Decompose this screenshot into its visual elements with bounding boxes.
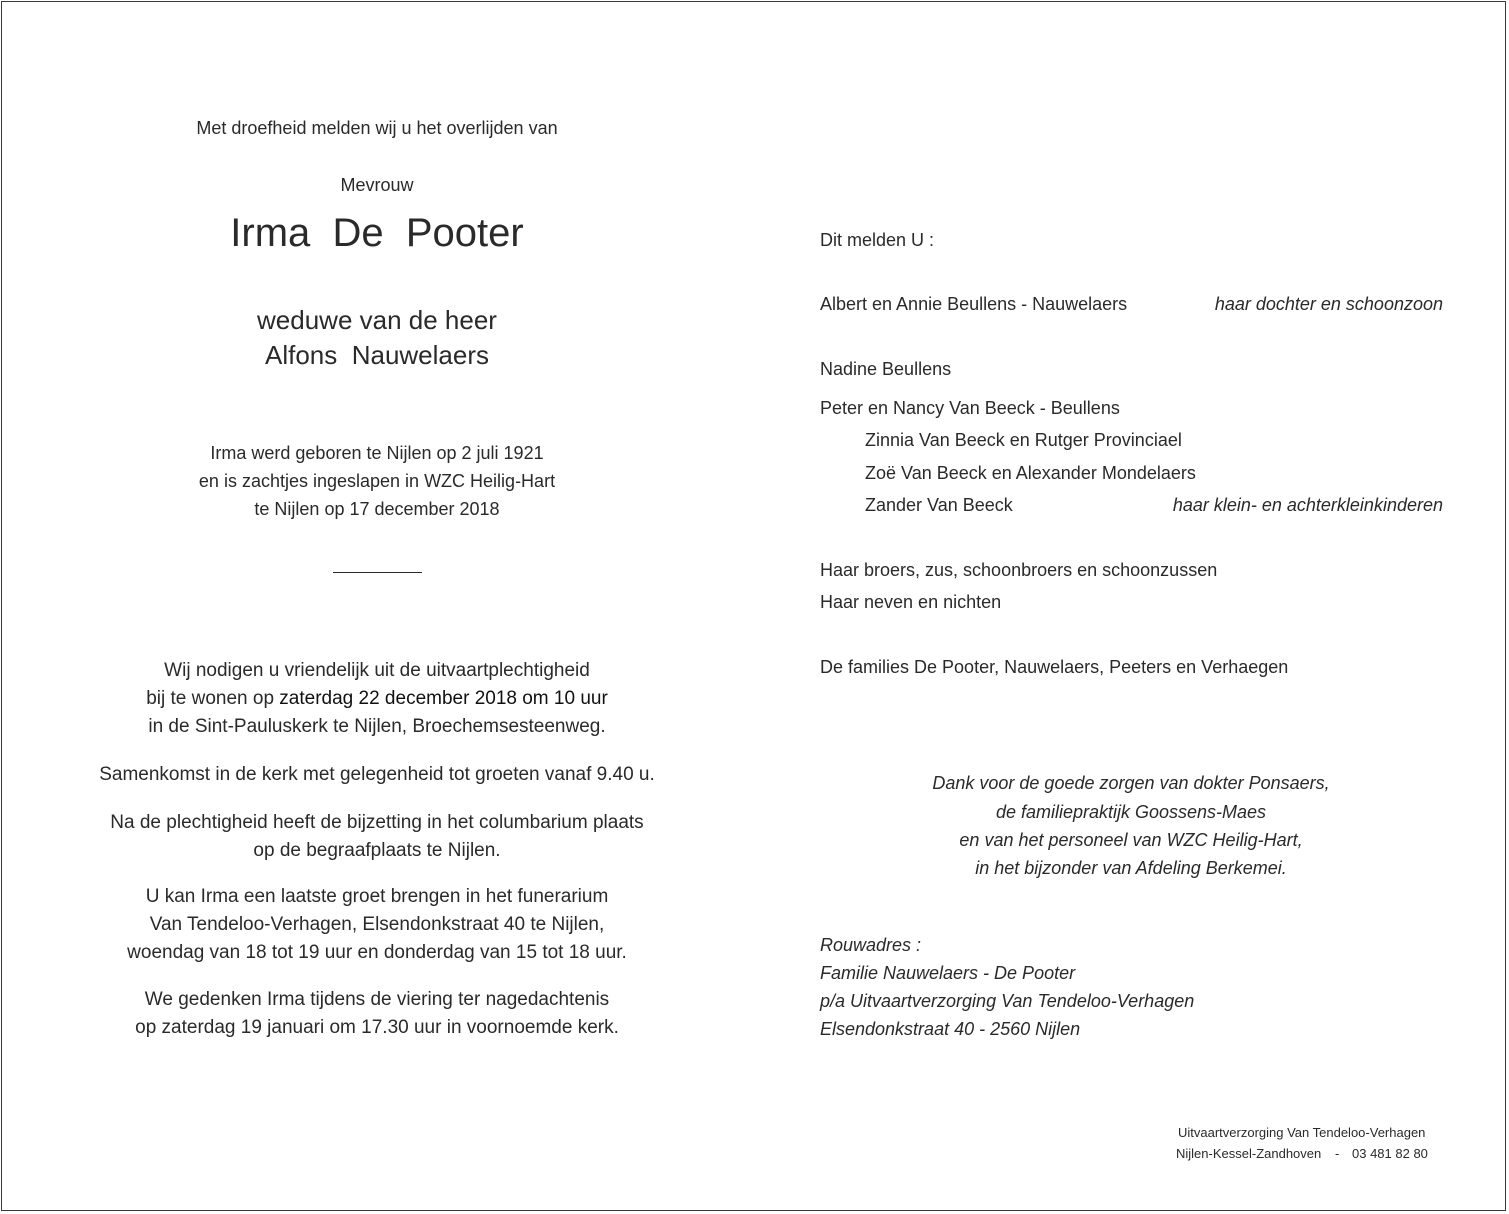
ceremony-date: zaterdag 22 december 2018 om 10 uur xyxy=(279,688,608,709)
thanks-line-2: de familiepraktijk Goossens-Maes xyxy=(995,802,1267,822)
address-line-2: p/a Uitvaartverzorging Van Tendeloo-Verhagen xyxy=(820,991,1195,1011)
visit-line-2: Van Tendeloo-Verhagen, Elsendonkstraat 40 te Nijlen, xyxy=(149,914,605,935)
divider xyxy=(333,572,422,573)
footer-locations: Nijlen-Kessel-Zandhoven xyxy=(1176,1146,1322,1161)
widow-line-2: Alfons Nauwelaers xyxy=(265,340,489,370)
invite-line-2 xyxy=(60,688,694,710)
widow-line-1: weduwe van de heer xyxy=(257,305,497,335)
thanks-line-3: en van het personeel van WZC Heilig-Hart, xyxy=(959,830,1303,850)
great-grandchild-3: Zander Van Beeck xyxy=(865,495,1013,515)
invite-line-3: in de Sint-Pauluskerk te Nijlen, Broechemsesteenweg. xyxy=(148,716,606,737)
address-line-1: Familie Nauwelaers - De Pooter xyxy=(820,963,1076,983)
footer-separator: - xyxy=(1335,1146,1340,1161)
cousins-text: Haar neven en nichten xyxy=(820,592,1002,612)
footer-phone: 03 481 82 80 xyxy=(1352,1146,1428,1161)
footer-company: Uitvaartverzorging Van Tendeloo-Verhagen xyxy=(1178,1125,1426,1140)
salutation: Mevrouw xyxy=(340,175,414,195)
address-line-3: Elsendonkstraat 40 - 2560 Nijlen xyxy=(820,1019,1081,1039)
visit-line-3: woendag van 18 tot 19 uur en donderdag van 15 tot 18 uur. xyxy=(127,942,627,963)
address-label: Rouwadres : xyxy=(820,935,922,955)
invite-line-2-prefix: bij te wonen op xyxy=(146,688,280,709)
thanks-line-1: Dank voor de goede zorgen van dokter Ponsaers, xyxy=(932,773,1330,793)
great-grandchild-1: Zinnia Van Beeck en Rutger Provinciael xyxy=(865,430,1182,450)
visit-line-1: U kan Irma een laatste groet brengen in het funerarium xyxy=(145,886,609,907)
announcers-heading: Dit melden U : xyxy=(820,230,935,250)
burial-line-2: op de begraafplaats te Nijlen. xyxy=(253,840,501,861)
relation-grandchildren: haar klein- en achterkleinkinderen xyxy=(1172,495,1443,515)
birth-line-2: en is zachtjes ingeslapen in WZC Heilig-Hart xyxy=(198,471,556,491)
birth-line-1: Irma werd geboren te Nijlen op 2 juli 1921 xyxy=(210,443,544,463)
grandchild-1: Nadine Beullens xyxy=(820,359,952,379)
memorial-line-2: op zaterdag 19 januari om 17.30 uur in voornoemde kerk. xyxy=(135,1017,619,1038)
siblings-text: Haar broers, zus, schoonbroers en schoonzussen xyxy=(820,560,1218,580)
families-text: De families De Pooter, Nauwelaers, Peeters en Verhaegen xyxy=(820,657,1289,677)
thanks-line-4: in het bijzonder van Afdeling Berkemei. xyxy=(975,858,1287,878)
memorial-line-1: We gedenken Irma tijdens de viering ter nagedachtenis xyxy=(144,989,610,1010)
deceased-name: Irma De Pooter xyxy=(230,211,524,255)
grandchild-2: Peter en Nancy Van Beeck - Beullens xyxy=(820,398,1120,418)
burial-line-1: Na de plechtigheid heeft de bijzetting in het columbarium plaats xyxy=(110,812,644,833)
relation-daughter: haar dochter en schoonzoon xyxy=(1214,294,1443,314)
birth-line-3: te Nijlen op 17 december 2018 xyxy=(254,499,500,519)
invite-line-1: Wij nodigen u vriendelijk uit de uitvaartplechtigheid xyxy=(164,660,590,681)
family-daughter: Albert en Annie Beullens - Nauwelaers xyxy=(820,294,1128,314)
gathering-text: Samenkomst in de kerk met gelegenheid tot groeten vanaf 9.40 u. xyxy=(99,764,655,785)
intro-text: Met droefheid melden wij u het overlijden van xyxy=(196,118,558,138)
great-grandchild-2: Zoë Van Beeck en Alexander Mondelaers xyxy=(865,463,1196,483)
